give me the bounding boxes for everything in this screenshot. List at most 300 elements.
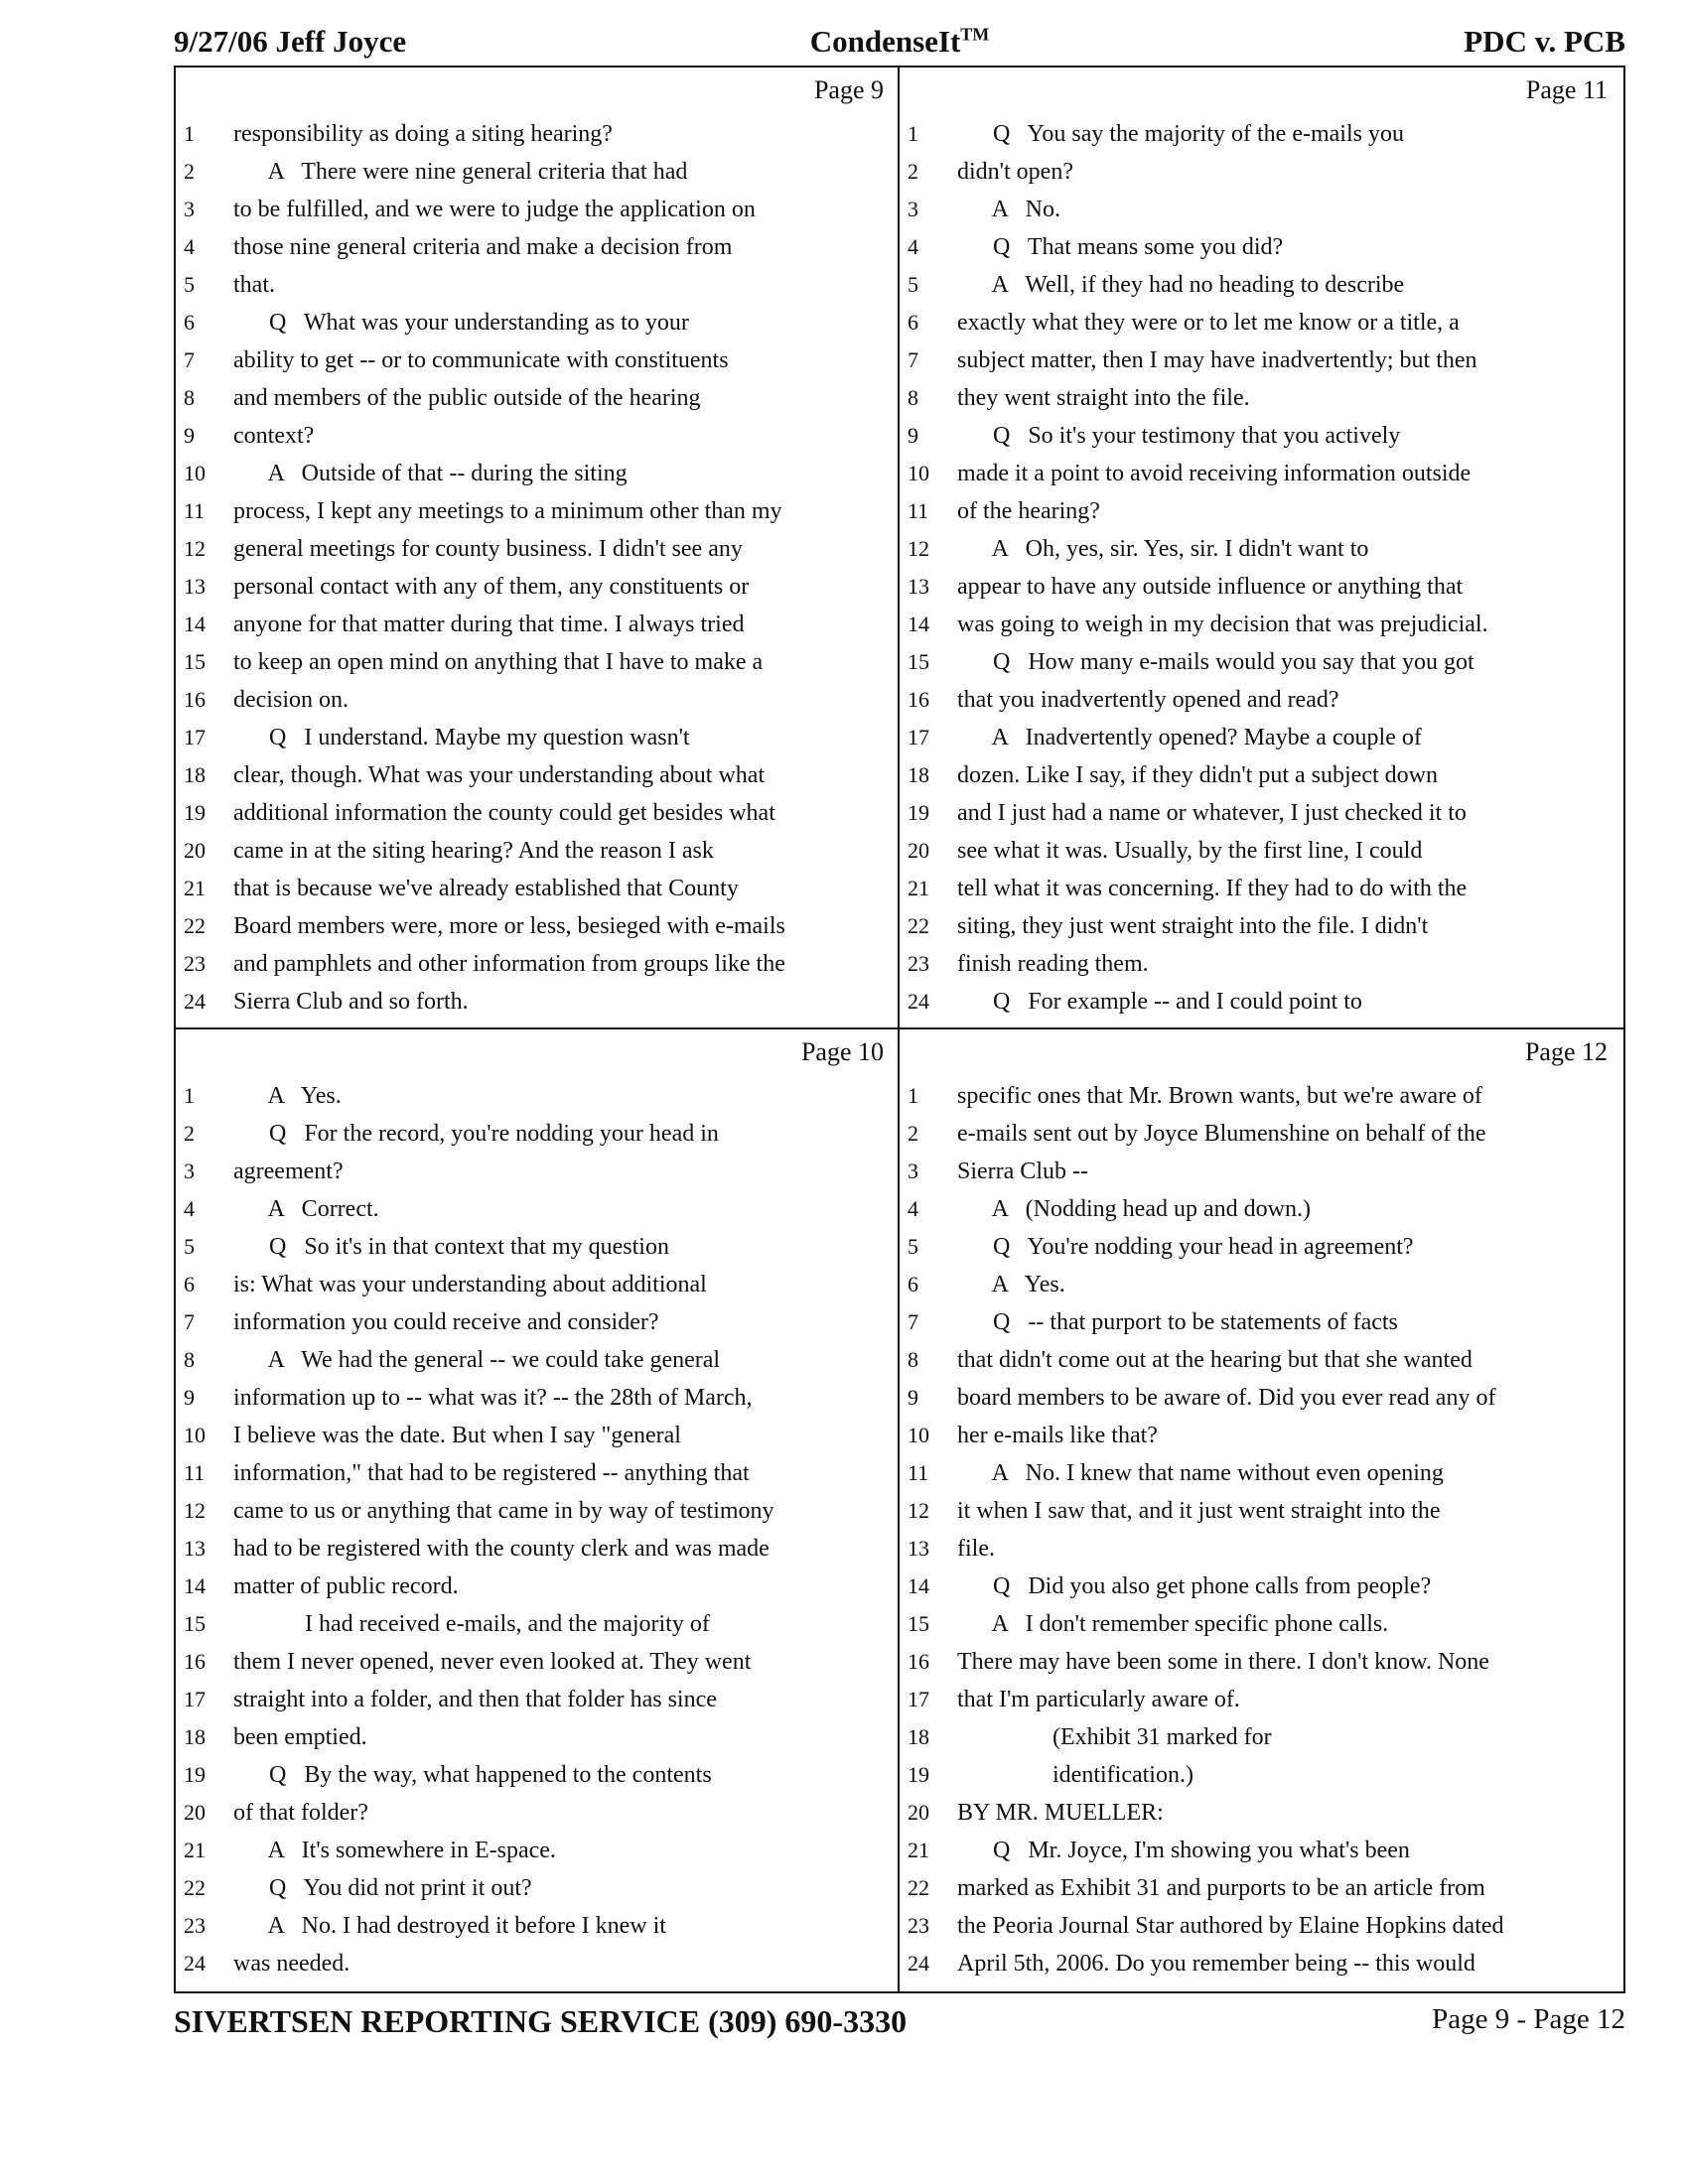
- line-text: came in at the siting hearing? And the reason I ask: [233, 838, 714, 864]
- line-number: 14: [184, 612, 206, 636]
- transcript-line: [900, 1266, 1619, 1303]
- transcript-line: [176, 115, 896, 153]
- line-number: 12: [908, 1498, 929, 1523]
- line-number: 21: [184, 1838, 206, 1862]
- line-text: was going to weigh in my decision that was prejudicial.: [957, 612, 1488, 637]
- case-caption: PDC v. PCB: [1464, 24, 1625, 59]
- line-number: 1: [908, 121, 918, 146]
- line-number: 24: [184, 989, 206, 1014]
- transcript-line: [176, 681, 896, 719]
- line-text: the Peoria Journal Star authored by Elaine Hopkins dated: [957, 1913, 1504, 1939]
- line-number: 15: [184, 1611, 206, 1636]
- line-text: anyone for that matter during that time. I always tried: [233, 612, 745, 637]
- line-number: 3: [184, 1159, 195, 1183]
- page-footer: [174, 2003, 1625, 2043]
- line-number: 19: [184, 800, 206, 825]
- line-number: 12: [184, 536, 206, 561]
- line-text: that didn't come out at the hearing but that she wanted: [957, 1347, 1473, 1373]
- transcript-line: [900, 1568, 1619, 1605]
- line-text: A Correct.: [233, 1196, 379, 1222]
- line-text: of the hearing?: [957, 498, 1100, 524]
- transcript-line: [900, 1153, 1619, 1190]
- transcript-line: [900, 379, 1619, 417]
- line-number: 20: [908, 838, 929, 863]
- line-text: (Exhibit 31 marked for: [957, 1724, 1272, 1750]
- line-number: 10: [184, 461, 206, 485]
- page-label: Page 11: [1525, 75, 1608, 104]
- line-number: 23: [184, 1913, 206, 1938]
- line-number: 13: [908, 1536, 929, 1561]
- transcript-line: [900, 1756, 1619, 1794]
- transcript-line: [176, 1832, 896, 1869]
- line-text: specific ones that Mr. Brown wants, but we're aware of: [957, 1083, 1482, 1109]
- line-text: A Yes.: [233, 1083, 342, 1109]
- line-text: is: What was your understanding about additional: [233, 1272, 707, 1297]
- transcript-line: [900, 1794, 1619, 1832]
- line-number: 4: [908, 234, 918, 259]
- line-number: 24: [184, 1951, 206, 1976]
- line-number: 7: [908, 347, 918, 372]
- line-number: 10: [908, 1423, 929, 1447]
- line-number: 17: [908, 1687, 929, 1711]
- line-number: 22: [908, 1875, 929, 1900]
- line-number: 2: [908, 1121, 918, 1146]
- line-text: finish reading them.: [957, 951, 1149, 977]
- transcript-line: [176, 606, 896, 643]
- transcript-line: [900, 1190, 1619, 1228]
- line-number: 7: [184, 347, 195, 372]
- transcript-line: [900, 1115, 1619, 1153]
- line-text: to be fulfilled, and we were to judge the application on: [233, 197, 756, 222]
- line-text: ability to get -- or to communicate with constituents: [233, 347, 729, 373]
- line-text: see what it was. Usually, by the first line, I could: [957, 838, 1423, 864]
- transcript-line: [900, 568, 1619, 606]
- line-number: 17: [184, 725, 206, 750]
- transcript-line: [900, 719, 1619, 756]
- transcript-line: [176, 1492, 896, 1530]
- transcript-line: [176, 379, 896, 417]
- line-text: those nine general criteria and make a decision from: [233, 234, 733, 260]
- line-text: Q How many e-mails would you say that you got: [957, 649, 1474, 675]
- transcript-line: [900, 530, 1619, 568]
- line-text: and members of the public outside of the hearing: [233, 385, 701, 411]
- transcript-line: [900, 1077, 1619, 1115]
- page-label: Page 9: [813, 75, 884, 104]
- transcript-page-12: [900, 1029, 1619, 1987]
- line-number: 5: [908, 272, 918, 297]
- line-text: dozen. Like I say, if they didn't put a subject down: [957, 762, 1438, 788]
- line-text: A I don't remember specific phone calls.: [957, 1611, 1389, 1637]
- line-number: 13: [184, 1536, 206, 1561]
- transcript-line: [900, 870, 1619, 907]
- transcript-line: [176, 983, 896, 1021]
- line-number: 17: [184, 1687, 206, 1711]
- line-number: 22: [908, 913, 929, 938]
- line-number: 11: [908, 1460, 929, 1485]
- line-number: 8: [908, 1347, 918, 1372]
- transcript-line: [176, 1341, 896, 1379]
- line-text: April 5th, 2006. Do you remember being -- this would: [957, 1951, 1475, 1977]
- line-number: 1: [184, 121, 195, 146]
- line-text: that is because we've already established that County: [233, 876, 739, 901]
- line-number: 12: [184, 1498, 206, 1523]
- transcript-line: [900, 1681, 1619, 1718]
- transcript-line: [900, 492, 1619, 530]
- line-number: 3: [908, 197, 918, 221]
- line-number: 16: [908, 687, 929, 712]
- line-number: 9: [184, 423, 195, 448]
- line-number: 20: [184, 838, 206, 863]
- line-text: A Outside of that -- during the siting: [233, 461, 628, 486]
- line-text: A (Nodding head up and down.): [957, 1196, 1311, 1222]
- transcript-line: [176, 492, 896, 530]
- line-number: 18: [184, 762, 206, 787]
- line-text: came to us or anything that came in by way of testimony: [233, 1498, 774, 1524]
- transcript-line: [900, 1228, 1619, 1266]
- transcript-line: [176, 1228, 896, 1266]
- line-number: 9: [184, 1385, 195, 1410]
- transcript-line: [176, 1945, 896, 1982]
- line-number: 7: [908, 1309, 918, 1334]
- line-number: 20: [184, 1800, 206, 1825]
- line-text: A Inadvertently opened? Maybe a couple of: [957, 725, 1422, 751]
- line-text: general meetings for county business. I didn't see any: [233, 536, 743, 562]
- line-number: 7: [184, 1309, 195, 1334]
- transcript-line: [900, 455, 1619, 492]
- line-text: A It's somewhere in E-space.: [233, 1838, 556, 1863]
- transcript-line: [176, 719, 896, 756]
- line-number: 8: [908, 385, 918, 410]
- line-number: 22: [184, 913, 206, 938]
- line-text: Q -- that purport to be statements of facts: [957, 1309, 1398, 1335]
- line-text: Q For the record, you're nodding your head in: [233, 1121, 719, 1147]
- transcript-line: [176, 1681, 896, 1718]
- line-text: A No. I had destroyed it before I knew it: [233, 1913, 666, 1939]
- line-list: [176, 1077, 896, 1982]
- line-text: identification.): [957, 1762, 1193, 1788]
- transcript-line: [900, 794, 1619, 832]
- line-number: 8: [184, 1347, 195, 1372]
- line-text: I had received e-mails, and the majority of: [233, 1611, 710, 1637]
- line-number: 23: [184, 951, 206, 976]
- line-number: 3: [908, 1159, 918, 1183]
- line-text: them I never opened, never even looked at. They went: [233, 1649, 752, 1675]
- transcript-page-10: [176, 1029, 896, 1987]
- line-text: Board members were, more or less, besieged with e-mails: [233, 913, 785, 939]
- line-number: 1: [184, 1083, 195, 1108]
- transcript-line: [176, 1417, 896, 1454]
- line-number: 16: [184, 1649, 206, 1674]
- line-number: 24: [908, 1951, 929, 1976]
- transcript-line: [176, 907, 896, 945]
- line-number: 13: [908, 574, 929, 599]
- line-text: information," that had to be registered -- anything that: [233, 1460, 750, 1486]
- line-text: file.: [957, 1536, 995, 1562]
- transcript-line: [900, 304, 1619, 341]
- line-text: Q Mr. Joyce, I'm showing you what's been: [957, 1838, 1410, 1863]
- line-number: 1: [908, 1083, 918, 1108]
- line-list: [900, 115, 1619, 1021]
- line-text: didn't open?: [957, 159, 1073, 185]
- line-number: 14: [908, 612, 929, 636]
- line-number: 8: [184, 385, 195, 410]
- line-number: 6: [184, 310, 195, 335]
- line-text: it when I saw that, and it just went straight into the: [957, 1498, 1441, 1524]
- transcript-line: [176, 341, 896, 379]
- line-number: 15: [908, 649, 929, 674]
- line-number: 14: [184, 1573, 206, 1598]
- line-number: 13: [184, 574, 206, 599]
- transcript-line: [900, 115, 1619, 153]
- line-text: A Oh, yes, sir. Yes, sir. I didn't want to: [957, 536, 1369, 562]
- line-number: 23: [908, 1913, 929, 1938]
- line-number: 3: [184, 197, 195, 221]
- line-text: personal contact with any of them, any constituents or: [233, 574, 750, 600]
- line-text: e-mails sent out by Joyce Blumenshine on behalf of the: [957, 1121, 1486, 1147]
- page-label: Page 12: [1524, 1037, 1608, 1066]
- line-text: clear, though. What was your understanding about what: [233, 762, 766, 788]
- line-text: A There were nine general criteria that had: [233, 159, 688, 185]
- transcript-line: [176, 794, 896, 832]
- page-header: [174, 24, 1625, 64]
- line-text: Sierra Club and so forth.: [233, 989, 469, 1015]
- line-text: A No. I knew that name without even opening: [957, 1460, 1444, 1486]
- transcript-line: [900, 1869, 1619, 1907]
- line-text: and I just had a name or whatever, I just checked it to: [957, 800, 1467, 826]
- line-text: process, I kept any meetings to a minimum other than my: [233, 498, 782, 524]
- line-number: 11: [184, 1460, 206, 1485]
- line-text: Q That means some you did?: [957, 234, 1284, 260]
- transcript-line: [176, 1077, 896, 1115]
- transcript-line: [900, 341, 1619, 379]
- transcript-line: [900, 1492, 1619, 1530]
- transcript-line: [176, 1530, 896, 1568]
- line-number: 2: [184, 159, 195, 184]
- transcript-line: [176, 1605, 896, 1643]
- line-number: 21: [908, 1838, 929, 1862]
- transcript-line: [900, 1530, 1619, 1568]
- transcript-line: [900, 417, 1619, 455]
- line-number: 4: [184, 1196, 195, 1221]
- transcript-line: [176, 304, 896, 341]
- transcript-line: [176, 1907, 896, 1945]
- transcript-line: [900, 1945, 1619, 1982]
- line-text: Q What was your understanding as to your: [233, 310, 689, 336]
- transcript-line: [176, 756, 896, 794]
- line-text: Q You did not print it out?: [233, 1875, 532, 1901]
- transcript-line: [900, 832, 1619, 870]
- transcript-line: [176, 945, 896, 983]
- condenseit-title: [174, 24, 1625, 60]
- line-number: 9: [908, 1385, 918, 1410]
- transcript-line: [176, 1794, 896, 1832]
- line-number: 9: [908, 423, 918, 448]
- transcript-line: [900, 1454, 1619, 1492]
- line-text: additional information the county could get besides what: [233, 800, 775, 826]
- transcript-line: [900, 643, 1619, 681]
- line-text: to keep an open mind on anything that I have to make a: [233, 649, 764, 675]
- transcript-line: [900, 153, 1619, 191]
- line-number: 6: [908, 310, 918, 335]
- line-text: Sierra Club --: [957, 1159, 1088, 1184]
- line-text: context?: [233, 423, 315, 449]
- line-number: 6: [184, 1272, 195, 1297]
- line-text: her e-mails like that?: [957, 1423, 1158, 1448]
- transcript-line: [176, 568, 896, 606]
- transcript-line: [176, 1190, 896, 1228]
- line-number: 12: [908, 536, 929, 561]
- transcript-line: [176, 832, 896, 870]
- line-number: 18: [908, 1724, 929, 1749]
- line-text: board members to be aware of. Did you ever read any of: [957, 1385, 1496, 1411]
- line-number: 5: [908, 1234, 918, 1259]
- line-text: and pamphlets and other information from groups like the: [233, 951, 785, 977]
- line-list: [900, 1077, 1619, 1982]
- transcript-line: [176, 1869, 896, 1907]
- line-text: that I'm particularly aware of.: [957, 1687, 1240, 1712]
- transcript-line: [176, 870, 896, 907]
- transcript-line: [900, 945, 1619, 983]
- line-number: 5: [184, 1234, 195, 1259]
- line-text: Q You say the majority of the e-mails you: [957, 121, 1404, 147]
- line-text: Q Did you also get phone calls from people?: [957, 1573, 1432, 1599]
- line-text: that you inadvertently opened and read?: [957, 687, 1339, 713]
- line-number: 23: [908, 951, 929, 976]
- transcript-line: [900, 1341, 1619, 1379]
- line-text: There may have been some in there. I don't know. None: [957, 1649, 1489, 1675]
- transcript-line: [900, 907, 1619, 945]
- transcript-line: [176, 417, 896, 455]
- line-text: was needed.: [233, 1951, 351, 1977]
- transcript-line: [900, 1303, 1619, 1341]
- line-number: 11: [908, 498, 929, 523]
- transcript-line: [176, 1568, 896, 1605]
- condenseit-label: CondenseIt: [809, 24, 961, 59]
- line-number: 17: [908, 725, 929, 750]
- transcript-line: [900, 1379, 1619, 1417]
- transcript-line: [176, 1266, 896, 1303]
- line-number: 4: [184, 234, 195, 259]
- transcript-line: [176, 455, 896, 492]
- line-number: 22: [184, 1875, 206, 1900]
- line-number: 15: [184, 649, 206, 674]
- line-text: they went straight into the file.: [957, 385, 1250, 411]
- line-text: information up to -- what was it? -- the 28th of March,: [233, 1385, 753, 1411]
- trademark-mark: TM: [960, 24, 990, 45]
- transcript-line: [900, 191, 1619, 228]
- line-number: 19: [908, 800, 929, 825]
- line-number: 16: [908, 1649, 929, 1674]
- line-text: tell what it was concerning. If they had to do with the: [957, 876, 1468, 901]
- line-number: 21: [908, 876, 929, 900]
- line-text: exactly what they were or to let me know or a title, a: [957, 310, 1460, 336]
- line-number: 20: [908, 1800, 929, 1825]
- transcript-line: [900, 1643, 1619, 1681]
- line-text: information you could receive and consider?: [233, 1309, 659, 1335]
- line-number: 16: [184, 687, 206, 712]
- transcript-line: [176, 1379, 896, 1417]
- transcript-line: [900, 606, 1619, 643]
- line-text: responsibility as doing a siting hearing?: [233, 121, 613, 147]
- transcript-line: [900, 1907, 1619, 1945]
- transcript-line: [176, 1718, 896, 1756]
- line-text: matter of public record.: [233, 1573, 459, 1599]
- line-list: [176, 115, 896, 1021]
- line-text: Q So it's your testimony that you actively: [957, 423, 1401, 449]
- line-number: 11: [184, 498, 206, 523]
- line-text: been emptied.: [233, 1724, 367, 1750]
- transcript-line: [176, 1454, 896, 1492]
- page-range: Page 9 - Page 12: [1432, 2003, 1625, 2035]
- transcript-line: [176, 530, 896, 568]
- line-text: of that folder?: [233, 1800, 368, 1826]
- transcript-line: [900, 228, 1619, 266]
- line-number: 6: [908, 1272, 918, 1297]
- transcript-page-11: [900, 68, 1619, 1025]
- line-text: Q For example -- and I could point to: [957, 989, 1362, 1015]
- line-number: 10: [184, 1423, 206, 1447]
- line-number: 2: [908, 159, 918, 184]
- line-text: Q You're nodding your head in agreement?: [957, 1234, 1414, 1260]
- line-text: made it a point to avoid receiving information outside: [957, 461, 1472, 486]
- line-number: 15: [908, 1611, 929, 1636]
- line-number: 4: [908, 1196, 918, 1221]
- transcript-line: [176, 1303, 896, 1341]
- line-number: 2: [184, 1121, 195, 1146]
- line-number: 21: [184, 876, 206, 900]
- line-text: BY MR. MUELLER:: [957, 1800, 1164, 1826]
- line-number: 19: [184, 1762, 206, 1787]
- line-text: marked as Exhibit 31 and purports to be an article from: [957, 1875, 1485, 1901]
- transcript-line: [176, 191, 896, 228]
- transcript-line: [900, 1417, 1619, 1454]
- transcript-line: [176, 1153, 896, 1190]
- transcript-page-9: [176, 68, 896, 1025]
- line-text: straight into a folder, and then that folder has since: [233, 1687, 717, 1712]
- transcript-line: [176, 643, 896, 681]
- transcript-line: [176, 228, 896, 266]
- line-text: A We had the general -- we could take general: [233, 1347, 721, 1373]
- line-number: 10: [908, 461, 929, 485]
- transcript-line: [900, 983, 1619, 1021]
- line-text: had to be registered with the county clerk and was made: [233, 1536, 770, 1562]
- transcript-line: [900, 681, 1619, 719]
- transcript-line: [900, 1718, 1619, 1756]
- transcript-line: [900, 266, 1619, 304]
- transcript-line: [900, 1605, 1619, 1643]
- transcript-line: [176, 266, 896, 304]
- line-text: siting, they just went straight into the file. I didn't: [957, 913, 1429, 939]
- reporting-service: SIVERTSEN REPORTING SERVICE (309) 690-3330: [174, 2003, 908, 2039]
- line-number: 24: [908, 989, 929, 1014]
- transcript-line: [900, 1832, 1619, 1869]
- line-text: subject matter, then I may have inadvertently; but then: [957, 347, 1477, 373]
- line-text: A No.: [957, 197, 1061, 222]
- line-number: 5: [184, 272, 195, 297]
- line-text: appear to have any outside influence or anything that: [957, 574, 1464, 600]
- transcript-line: [900, 756, 1619, 794]
- transcript-line: [176, 1115, 896, 1153]
- line-text: A Yes.: [957, 1272, 1065, 1297]
- transcript-line: [176, 153, 896, 191]
- line-text: A Well, if they had no heading to describe: [957, 272, 1405, 298]
- page-label: Page 10: [800, 1037, 884, 1066]
- line-text: decision on.: [233, 687, 349, 713]
- line-number: 18: [908, 762, 929, 787]
- line-text: Q So it's in that context that my question: [233, 1234, 669, 1260]
- line-number: 19: [908, 1762, 929, 1787]
- transcript-line: [176, 1756, 896, 1794]
